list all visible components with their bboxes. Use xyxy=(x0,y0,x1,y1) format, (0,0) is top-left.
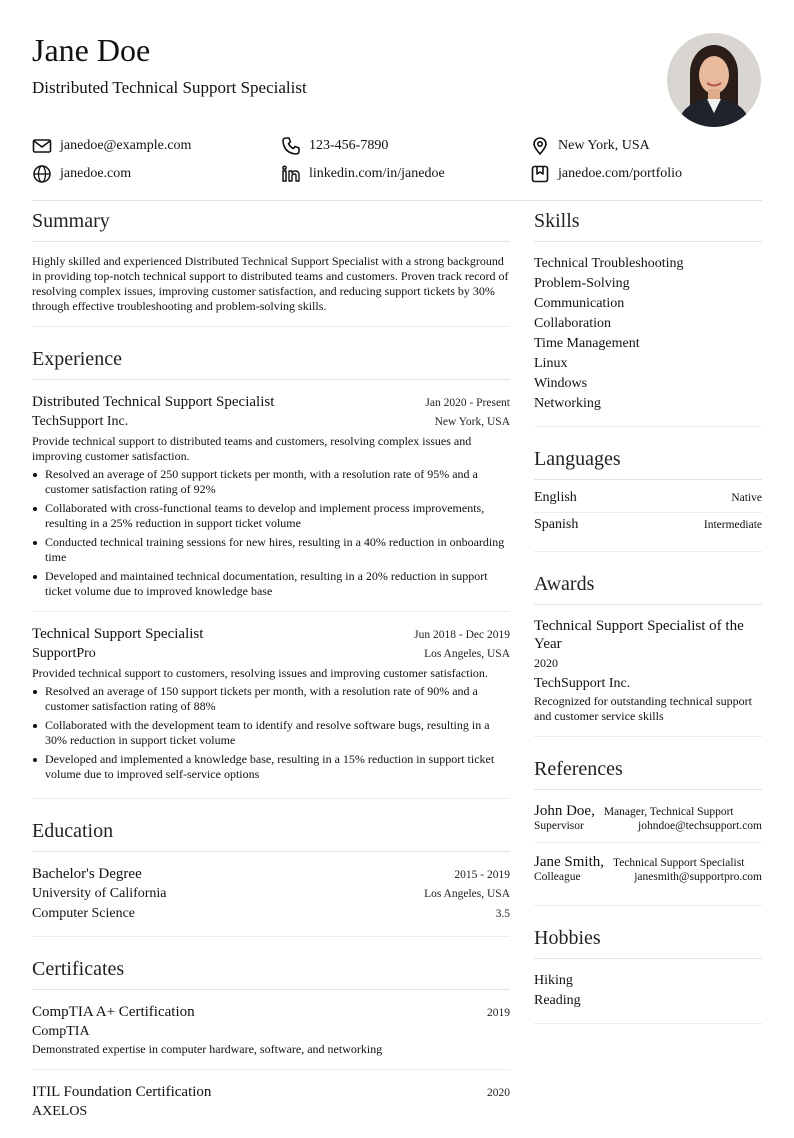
language-level: Native xyxy=(731,492,762,504)
portfolio-text: janedoe.com/portfolio xyxy=(558,166,683,181)
contact-phone[interactable] xyxy=(281,133,388,159)
candidate-name: Jane Doe xyxy=(32,32,151,68)
job-dates: Jan 2020 - Present xyxy=(425,397,510,409)
reference-role: Technical Support Specialist xyxy=(613,857,745,869)
contact-linkedin[interactable] xyxy=(281,161,445,187)
award-year: 2020 xyxy=(534,656,558,670)
linkedin-icon xyxy=(281,164,301,184)
hobby-item: Hiking xyxy=(534,973,573,988)
skills-section xyxy=(534,205,762,427)
reference-entry xyxy=(534,802,762,842)
email-text: janedoe@example.com xyxy=(60,138,192,153)
hobbies-section xyxy=(534,922,762,1024)
achievement-item: Developed and implemented a knowledge base, resulting in a 15% reduction in support ticket volume due to improved self-service options xyxy=(45,752,510,782)
location-text: New York, USA xyxy=(558,138,650,153)
skills-heading: Skills xyxy=(534,205,762,242)
summary-heading: Summary xyxy=(32,205,510,242)
skill-item: Technical Troubleshooting xyxy=(534,256,684,271)
skill-item: Networking xyxy=(534,396,601,411)
summary-text: Highly skilled and experienced Distributed Technical Support Specialist with a strong background in providing top-notch technical support to distributed teams and customers. Proven track record of resolving complex issues, improving customer satisfaction, and reducing support tickets by 30% through effective troubleshooting and problem-solving skills. xyxy=(32,254,509,313)
job-dates: Jun 2018 - Dec 2019 xyxy=(414,629,510,641)
job-company: TechSupport Inc. xyxy=(32,414,129,429)
certificate-name: ITIL Foundation Certification xyxy=(32,1084,212,1100)
mail-icon xyxy=(32,136,52,156)
reference-name: Jane Smith, xyxy=(534,854,604,870)
language-level: Intermediate xyxy=(703,519,762,531)
achievement-item: Developed and maintained technical documentation, resulting in a 20% reduction in support ticket volume due to improved knowledge base xyxy=(45,569,510,599)
languages-heading: Languages xyxy=(534,443,762,480)
achievement-item: Resolved an average of 250 support tickets per month, with a resolution rate of 95% and a customer satisfaction rating of 92% xyxy=(45,467,510,497)
award-org: TechSupport Inc. xyxy=(534,676,631,691)
certificate-name: CompTIA A+ Certification xyxy=(32,1004,195,1020)
location-pin-icon xyxy=(530,136,550,156)
reference-name: John Doe, xyxy=(534,803,595,819)
language-name: Spanish xyxy=(534,517,579,532)
contact-website[interactable] xyxy=(32,161,131,187)
contact-location xyxy=(530,133,650,159)
contact-email[interactable] xyxy=(32,133,191,159)
job-entry xyxy=(32,611,510,782)
certificate-description: Demonstrated expertise in computer hardware, software, and networking xyxy=(32,1042,383,1056)
skill-item: Windows xyxy=(534,376,588,391)
achievement-item: Conducted technical training sessions for new hires, resulting in a 40% reduction in onboarding time xyxy=(45,535,510,565)
certificates-section xyxy=(32,953,510,1122)
reference-role: Manager, Technical Support xyxy=(603,806,734,818)
job-achievements xyxy=(32,684,510,782)
certificate-issuer: AXELOS xyxy=(32,1104,88,1119)
school-location: Los Angeles, USA xyxy=(424,888,510,900)
references-section xyxy=(534,753,762,906)
job-entry xyxy=(32,392,510,599)
header-divider xyxy=(32,200,762,201)
candidate-title: Distributed Technical Support Specialist xyxy=(32,78,307,97)
award-description: Recognized for outstanding technical support and customer service skills xyxy=(534,694,752,723)
awards-heading: Awards xyxy=(534,568,762,605)
certificate-issuer: CompTIA xyxy=(32,1024,90,1039)
portfolio-icon xyxy=(530,164,550,184)
language-row xyxy=(534,486,762,512)
education-dates: 2015 - 2019 xyxy=(454,869,510,881)
job-description: Provide technical support to distributed teams and customers, resolving complex issues and improving customer satisfaction. xyxy=(32,434,472,463)
achievement-item: Resolved an average of 150 support tickets per month, with a resolution rate of 90% and a customer satisfaction rating of 88% xyxy=(45,684,510,714)
field-of-study: Computer Science xyxy=(32,906,136,921)
achievement-item: Collaborated with the development team to identify and resolve software bugs, resulting in a 30% reduction in support ticket volume xyxy=(45,718,510,748)
awards-section xyxy=(534,568,762,737)
education-section xyxy=(32,815,510,937)
contact-portfolio[interactable] xyxy=(530,161,682,187)
gpa: 3.5 xyxy=(495,908,510,920)
resume-page xyxy=(32,0,762,1123)
job-achievements xyxy=(32,467,510,599)
award-title: Technical Support Specialist of the Year xyxy=(534,618,744,652)
linkedin-text: linkedin.com/in/janedoe xyxy=(309,166,445,181)
phone-icon xyxy=(281,136,301,156)
job-description: Provided technical support to customers, resolving issues and improving customer satisfaction. xyxy=(32,666,488,680)
language-name: English xyxy=(534,490,577,505)
sidebar-column xyxy=(534,205,762,1040)
job-title: Technical Support Specialist xyxy=(32,626,204,642)
job-company: SupportPro xyxy=(32,646,96,661)
profile-photo xyxy=(667,33,761,127)
certificate-entry xyxy=(32,1002,510,1070)
hobby-item: Reading xyxy=(534,993,581,1008)
experience-heading: Experience xyxy=(32,343,510,380)
skill-item: Linux xyxy=(534,356,568,371)
globe-icon xyxy=(32,164,52,184)
references-heading: References xyxy=(534,753,762,790)
certificates-heading: Certificates xyxy=(32,953,510,990)
job-location: New York, USA xyxy=(434,416,510,428)
skill-item: Collaboration xyxy=(534,316,611,331)
certificate-year: 2020 xyxy=(487,1087,510,1099)
phone-text: 123-456-7890 xyxy=(309,138,389,153)
main-column xyxy=(32,205,510,1138)
job-location: Los Angeles, USA xyxy=(424,648,510,660)
achievement-item: Collaborated with cross-functional teams to develop and implement process improvements, resulting in a 25% reduction in support ticket volume xyxy=(45,501,510,531)
experience-section xyxy=(32,343,510,799)
degree: Bachelor's Degree xyxy=(32,866,142,882)
education-heading: Education xyxy=(32,815,510,852)
reference-email[interactable]: johndoe@techsupport.com xyxy=(638,820,762,832)
skill-item: Time Management xyxy=(534,336,640,351)
certificate-entry xyxy=(32,1082,510,1122)
skill-item: Problem-Solving xyxy=(534,276,630,291)
reference-relation: Colleague xyxy=(534,871,581,883)
reference-entry xyxy=(534,842,762,893)
website-text: janedoe.com xyxy=(60,166,132,181)
job-title: Distributed Technical Support Specialist xyxy=(32,394,275,410)
skill-item: Communication xyxy=(534,296,625,311)
reference-email[interactable]: janesmith@supportpro.com xyxy=(634,871,762,883)
language-row xyxy=(534,512,762,539)
reference-relation: Supervisor xyxy=(534,820,584,832)
school: University of California xyxy=(32,886,167,901)
languages-section xyxy=(534,443,762,552)
certificate-year: 2019 xyxy=(487,1007,510,1019)
summary-section xyxy=(32,205,510,327)
hobbies-heading: Hobbies xyxy=(534,922,762,959)
